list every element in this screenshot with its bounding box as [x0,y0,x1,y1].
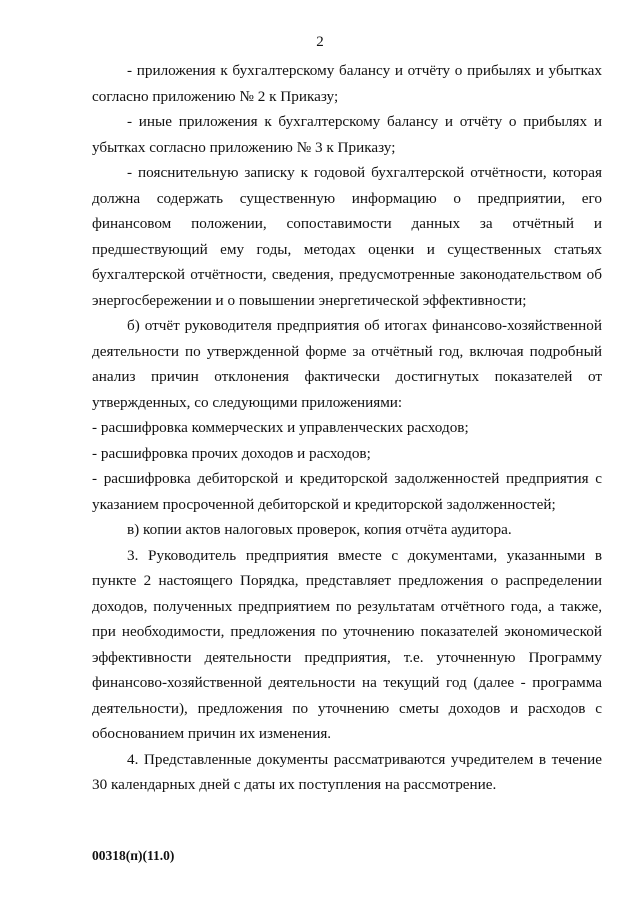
paragraph-explanatory-note: - пояснительную записку к годовой бухгалтерской отчётности, которая должна содержать существенную информацию о предприятии, его финансовом положении, сопоставимости данных за отчётный и предшествующий ему годы, методах оценки и существенных статьях бухгалтерской отчётности, сведения, предусмотренные законодательством об энергосбережении и о повышении энергетической эффективности; [92,164,602,309]
paragraph-item-4: 4. Представленные документы рассматриваются учредителем в течение 30 календарных дней с даты их поступления на рассмотрение. [92,750,602,793]
paragraph-tax-audits: в) копии актов налоговых проверок, копия отчёта аудитора. [127,521,512,538]
paragraph-other-income: - расшифровка прочих доходов и расходов; [92,444,371,462]
document-code: 00318(п)(11.0) [92,848,175,863]
paragraph-director-report: б) отчёт руководителя предприятия об итогах финансово-хозяйственной деятельности по утвержденной форме за отчётный год, включая подробный анализ причин отклонения фактически достигнутых показателей от утвержденных, со следующими приложениями: [92,317,602,411]
paragraph-item-3: 3. Руководитель предприятия вместе с документами, указанными в пункте 2 настоящего Порядка, представляет предложения о распределении доходов, полученных предприятием по результатам отчётного года, а также, при необходимости, предложения по уточнению показателей экономической эффективности деятельности предприятия, т.е. уточненную Программу финансово-хозяйственной деятельности на текущий год (далее - программа деятельности), предложения по уточнению сметы доходов и расходов с обоснованием причин их изменения. [92,546,602,742]
paragraph-receivables: - расшифровка дебиторской и кредиторской задолженностей предприятия с указанием просроченной дебиторской и кредиторской задолженностей; [92,470,602,513]
paragraph-appendix-3: - иные приложения к бухгалтерскому балансу и отчёту о прибылях и убытках согласно приложению № 3 к Приказу; [92,113,602,156]
page-number: 2 [316,34,324,50]
paragraph-appendix-2: - приложения к бухгалтерскому балансу и отчёту о прибылях и убытках согласно приложению № 2 к Приказу; [92,62,602,105]
paragraph-commercial-expenses: - расшифровка коммерческих и управленческих расходов; [92,419,469,436]
document-body [92,58,602,798]
